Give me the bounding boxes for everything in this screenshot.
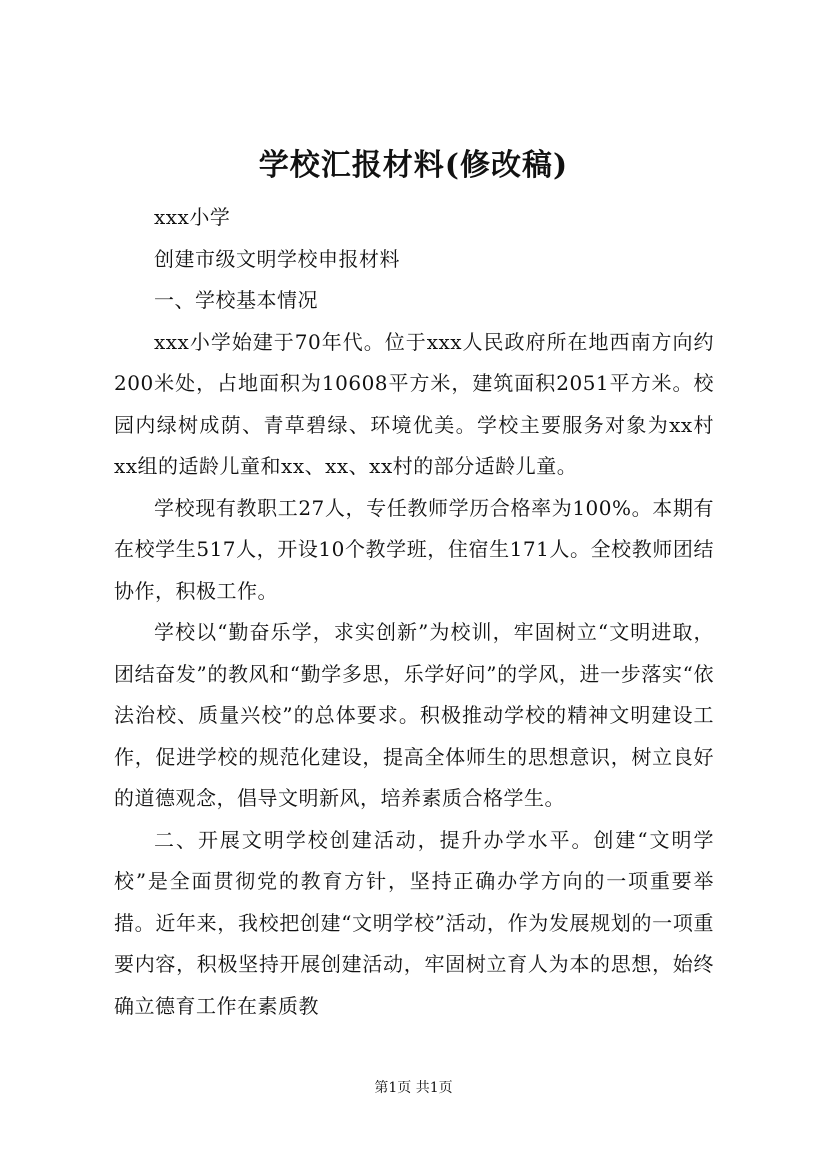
paragraph: xxx小学始建于70年代。位于xxx人民政府所在地西南方向约200米处，占地面积为10608平方米，建筑面积2051平方米。校园内绿树成荫、青草碧绿、环境优美。学校主要服务对象为xx村xx组的适龄儿童和xx、xx、xx村的部分适龄儿童。: [114, 329, 714, 478]
school-name-line: xxx小学: [154, 205, 231, 229]
subtitle-line: 创建市级文明学校申报材料: [154, 246, 400, 271]
document-body: [114, 197, 714, 1027]
paragraph: 二、开展文明学校创建活动，提升办学水平。创建“文明学校”是全面贯彻党的教育方针，坚持正确办学方向的一项重要举措。近年来，我校把创建“文明学校”活动，作为发展规划的一项重要内容，积极坚持开展创建活动，牢固树立育人为本的思想，始终确立德育工作在素质教: [114, 827, 714, 1018]
page-footer: 第1页 共1页: [374, 1080, 453, 1096]
document-title: 学校汇报材料(修改稿): [258, 148, 569, 183]
section-heading-1: 一、学校基本情况: [154, 288, 318, 312]
paragraph: 学校以“勤奋乐学，求实创新”为校训，牢固树立“文明进取，团结奋发”的教风和“勤学多思，乐学好问”的学风，进一步落实“依法治校、质量兴校”的总体要求。积极推动学校的精神文明建设工作，促进学校的规范化建设，提高全体师生的思想意识，树立良好的道德观念，倡导文明新风，培养素质合格学生。: [114, 620, 714, 810]
paragraph: 学校现有教职工27人，专任教师学历合格率为100%。本期有在校学生517人，开设10个教学班，住宿生171人。全校教师团结协作，积极工作。: [114, 495, 714, 603]
